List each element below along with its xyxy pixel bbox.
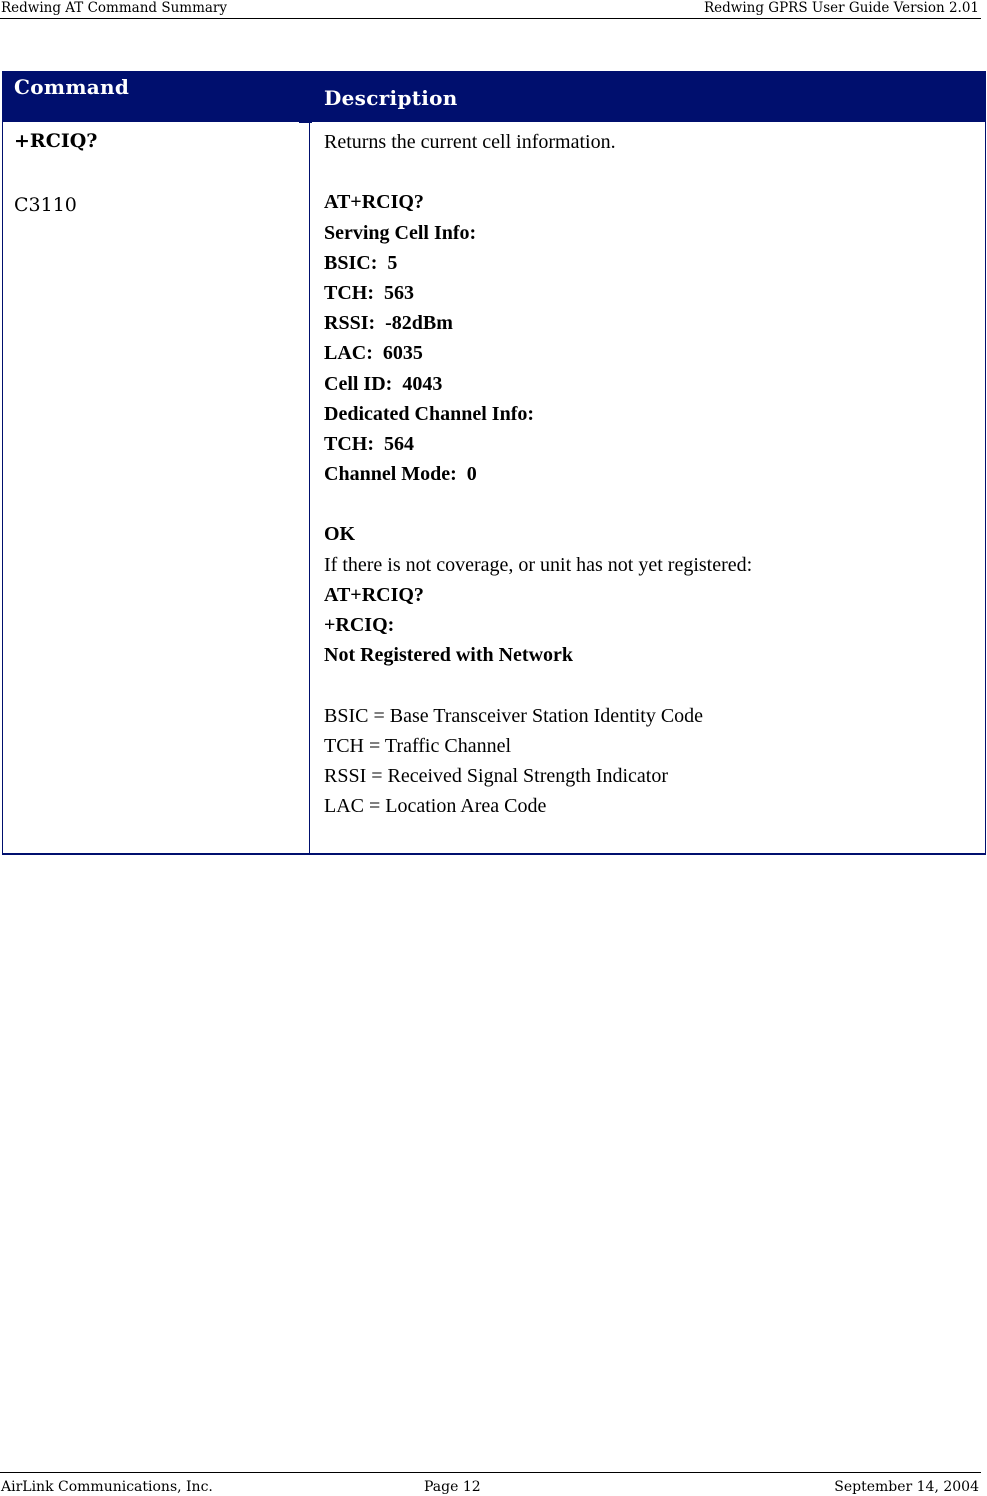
column-header-command-label: Command [14,75,130,99]
header-document-title: Redwing GPRS User Guide Version 2.01 [704,0,979,16]
description-line: If there is not coverage, or unit has not yet registered: [324,553,753,576]
description-line: Serving Cell Info: [324,221,477,244]
description-line: LAC: 6035 [324,342,423,365]
description-line: Not Registered with Network [324,644,574,667]
description-line: TCH: 563 [324,281,414,304]
command-name: +RCIQ? [14,130,98,152]
command-table [2,71,986,856]
column-header-description-label: Description [324,86,458,110]
header-section-title: Redwing AT Command Summary [1,0,228,16]
page-header [0,0,981,19]
command-model: C3110 [14,194,77,216]
column-header-description [312,71,986,122]
description-line: TCH: 564 [324,432,414,455]
description-line: RSSI = Received Signal Strength Indicator [324,764,669,787]
description-line: LAC = Location Area Code [324,795,547,818]
footer-date: September 14, 2004 [834,1479,979,1495]
description-line: Channel Mode: 0 [324,463,477,486]
description-line [324,157,974,187]
column-header-command [2,71,300,122]
description-line: RSSI: -82dBm [324,312,453,335]
description-line: AT+RCIQ? [324,191,424,214]
description-line [324,489,974,519]
footer-company: AirLink Communications, Inc. [1,1479,213,1495]
column-header-gap [299,71,312,122]
page-footer [0,1472,981,1496]
description-line: AT+RCIQ? [324,583,424,606]
description-line: BSIC = Base Transceiver Station Identity Code [324,704,704,727]
description-line: Dedicated Channel Info: [324,402,535,425]
command-cell [2,122,310,855]
description-line: OK [324,523,356,546]
description-line: Returns the current cell information. [324,131,616,153]
description-line: +RCIQ: [324,614,395,636]
description-line: BSIC: 5 [324,251,398,274]
description-line: Cell ID: 4043 [324,372,443,395]
description-line [324,670,974,700]
footer-page-number: Page 12 [424,1479,481,1495]
description-cell [310,122,986,855]
description-text [324,127,974,821]
description-line: TCH = Traffic Channel [324,734,512,757]
